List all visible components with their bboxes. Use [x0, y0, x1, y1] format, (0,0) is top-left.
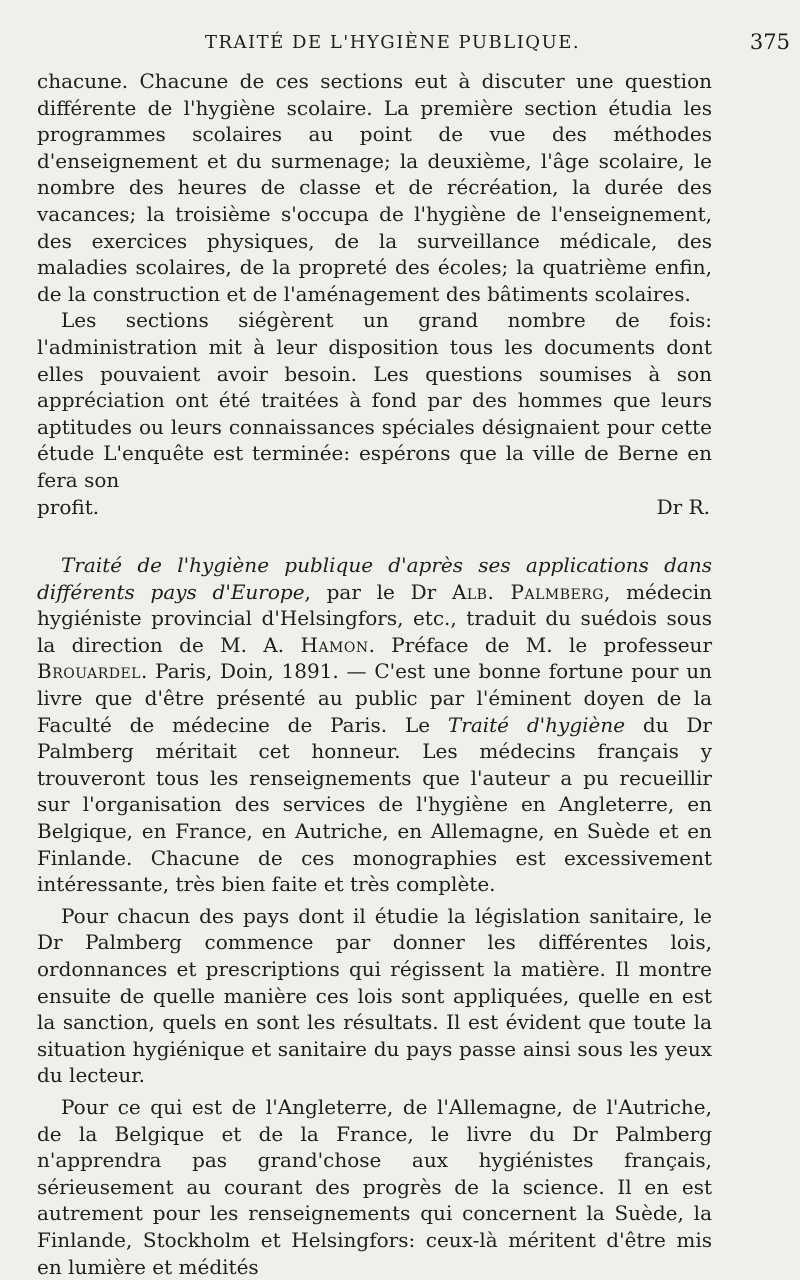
review-text-1: , par le Dr: [304, 579, 452, 604]
book-review-paragraph: [37, 552, 712, 898]
review-text-2: , médecin hygiéniste provincial d'Helsingfors, etc., traduit du suédois sous la direction de M. A.: [37, 579, 712, 657]
review-text-5: du Dr Palmberg méritait cet honneur. Les médecins français y trouveront tous les renseignements que l'auteur a pu recueillir sur l'organisation des services de l'hygiène en Angleterre, en Belgique, en France, en Autriche, en Allemagne, en Suède et en Finlande. Chacune de ces monographies est excessivement intéressante, très bien faite et très complète.: [37, 712, 712, 897]
paragraph-continuation: chacune. Chacune de ces sections eut à discuter une question différente de l'hygiène scolaire. La première section étudia les programmes scolaires au point de vue des méthodes d'enseignement et du surmenage; la deuxième, l'âge scolaire, le nombre des heures de classe et de récréation, la durée des vacances; la troisième s'occupa de l'hygiène de l'enseignement, des exercices physiques, de la surveillance médicale, des maladies scolaires, de la propreté des écoles; la quatrième enfin, de la construction et de l'aménagement des bâtiments scolaires.: [37, 69, 712, 306]
inline-book-title: Traité d'hygiène: [447, 712, 626, 737]
author-name: Alb. Palmberg: [451, 579, 604, 604]
running-title: TRAITÉ DE L'HYGIÈNE PUBLIQUE.: [205, 32, 581, 53]
signature: Dr R.: [656, 494, 710, 519]
review-text-3: . Préface de M. le professeur: [368, 632, 712, 657]
signoff-line: [37, 494, 712, 521]
page-header: [37, 28, 790, 68]
translator-name: Hamon: [300, 632, 369, 657]
page-number: 375: [749, 30, 790, 54]
body-text: [37, 68, 712, 1280]
closing-word: profit.: [37, 494, 100, 519]
book-title: Traité de l'hygiène publique d'après ses applications dans différents pays d'Europe: [37, 553, 712, 604]
paragraph-countries: Pour ce qui est de l'Angleterre, de l'Allemagne, de l'Autriche, de la Belgique et de la France, le livre du Dr Palmberg n'apprendra pas grand'chose aux hygiénistes français, sérieusement au courant des progrès de la science. Il en est autrement pour les renseignements qui concernent la Suède, la Finlande, Stockholm et Helsingfors: ceux-là méritent d'être mis en lumière et médités: [37, 1094, 712, 1279]
preface-author-name: Brouardel: [37, 659, 141, 684]
paragraph-legislation: Pour chacun des pays dont il étudie la législation sanitaire, le Dr Palmberg commence par donner les différentes lois, ordonnances et prescriptions qui régissent la matière. Il montre ensuite de quelle manière ces lois sont appliquées, quelle en est la sanction, quels en sont les résultats. Il est évident que toute la situation hygiénique et sanitaire du pays passe ainsi sous les yeux du lecteur.: [37, 903, 712, 1088]
paragraph-sections: Les sections siégèrent un grand nombre de fois: l'administration mit à leur disposition tous les documents dont elles pouvaient avoir besoin. Les questions soumises à son appréciation ont été traitées à fond par des hommes que leurs aptitudes ou leurs connaissances spéciales désignaient pour cette étude L'enquête est terminée: espérons que la ville de Berne en fera son: [37, 308, 712, 492]
review-text-4: . Paris, Doin, 1891. — C'est une bonne fortune pour un livre que d'être présenté au public par l'éminent doyen de la Faculté de médecine de Paris. Le: [37, 659, 712, 737]
